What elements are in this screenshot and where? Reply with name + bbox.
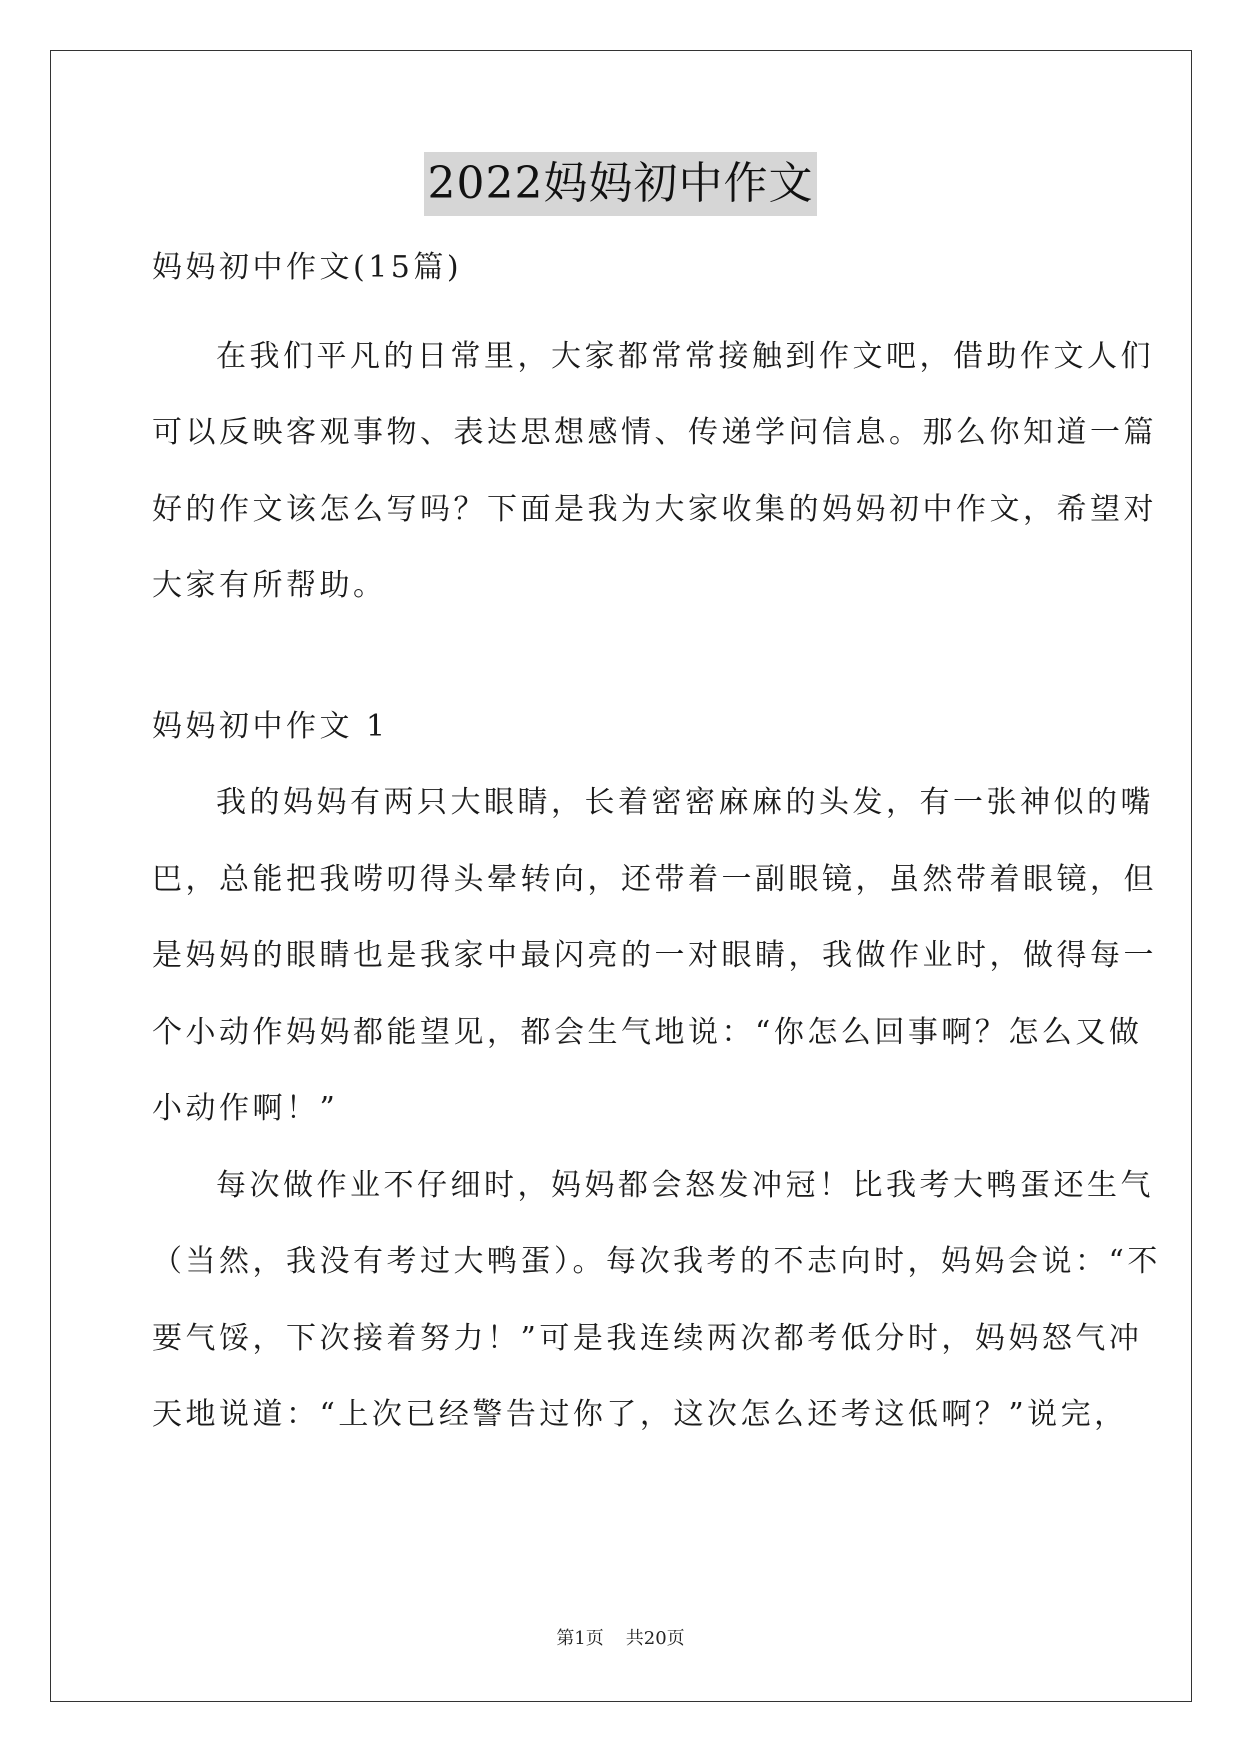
paragraph-line: （当然，我没有考过大鸭蛋）。每次我考的不志向时，妈妈会说：“不	[152, 1244, 1161, 1279]
title-container	[0, 152, 1241, 216]
paragraph-line: 个小动作妈妈都能望见，都会生气地说：“你怎么回事啊？怎么又做	[152, 1014, 1143, 1050]
intro-line: 在我们平凡的日常里，大家都常常接触到作文吧，借助作文人们	[216, 338, 1154, 374]
intro-line: 大家有所帮助。	[152, 568, 387, 603]
page-footer	[0, 1627, 1241, 1651]
paragraph-line: 我的妈妈有两只大眼睛，长着密密麻麻的头发，有一张神似的嘴	[216, 785, 1154, 820]
subtitle-text: 妈妈初中作文(15篇)	[152, 250, 463, 285]
paragraph-line: 是妈妈的眼睛也是我家中最闪亮的一对眼睛，我做作业时，做得每一	[152, 938, 1157, 973]
document-title: 2022妈妈初中作文	[424, 152, 818, 216]
section-heading	[152, 689, 1092, 766]
section-heading-text: 妈妈初中作文 1	[152, 708, 389, 744]
paragraph-line: 每次做作业不仔细时，妈妈都会怒发冲冠！比我考大鸭蛋还生气	[216, 1167, 1154, 1203]
subtitle	[152, 230, 1092, 307]
intro-paragraph	[152, 319, 1157, 625]
paragraph-line: 要气馁，下次接着努力！”可是我连续两次都考低分时，妈妈怒气冲	[152, 1320, 1143, 1356]
page-number: 第1页	[556, 1628, 604, 1649]
intro-line: 可以反映客观事物、表达思想感情、传递学问信息。那么你知道一篇	[152, 415, 1157, 450]
body-paragraph-1	[152, 765, 1157, 1148]
paragraph-line: 巴，总能把我唠叨得头晕转向，还带着一副眼镜，虽然带着眼镜，但	[152, 861, 1157, 897]
intro-line: 好的作文该怎么写吗？下面是我为大家收集的妈妈初中作文，希望对	[152, 491, 1157, 527]
paragraph-line: 小动作啊！”	[152, 1091, 339, 1126]
body-paragraph-2	[152, 1148, 1161, 1454]
paragraph-line: 天地说道：“上次已经警告过你了，这次怎么还考这低啊？”说完，	[152, 1397, 1128, 1432]
page-total: 共20页	[625, 1628, 685, 1649]
document-body	[152, 230, 1161, 1454]
